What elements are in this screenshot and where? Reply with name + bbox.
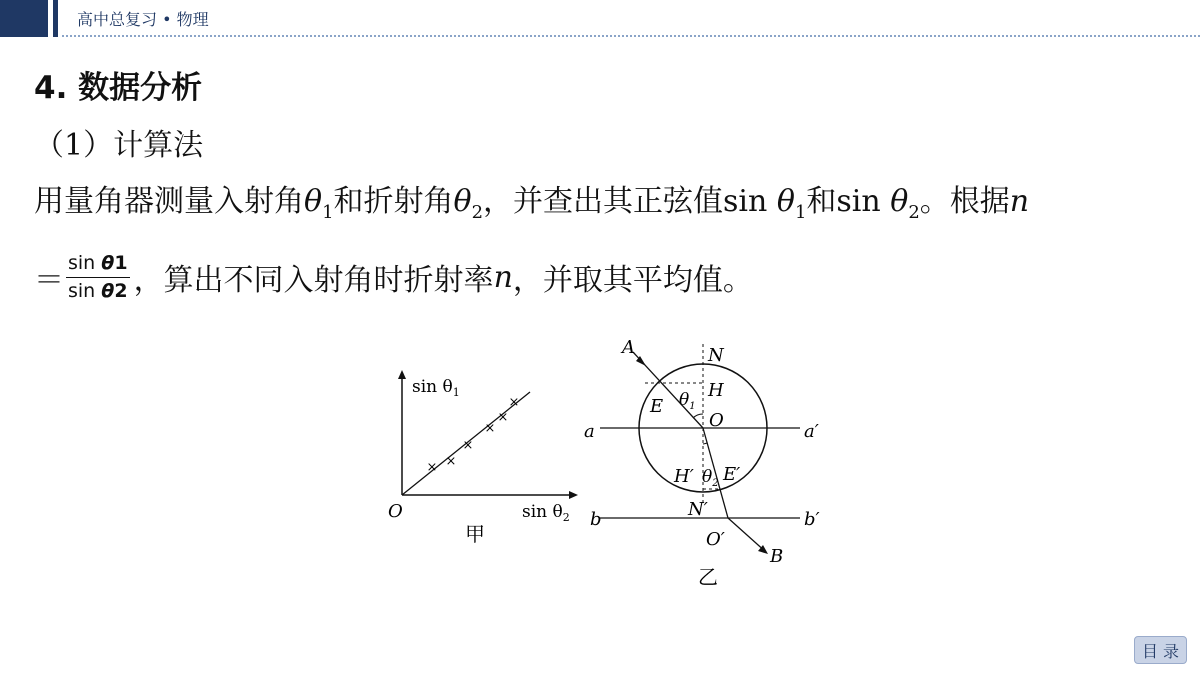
marker: × bbox=[462, 438, 474, 453]
text-segment: ，并取其平均值。 bbox=[512, 263, 753, 299]
theta-symbol: θ bbox=[304, 184, 323, 219]
label-E-prime: E′ bbox=[723, 464, 741, 485]
label-O-prime: O′ bbox=[706, 529, 725, 550]
fraction-numerator bbox=[66, 253, 130, 278]
origin-label: O bbox=[388, 501, 403, 522]
angle-arc-2 bbox=[703, 443, 707, 444]
header-divider bbox=[62, 35, 1200, 37]
label-theta2: $\theta_2$ bbox=[702, 467, 719, 489]
y-axis-label: $\sin \theta_1$ bbox=[412, 377, 460, 399]
sin-label: sin bbox=[68, 252, 102, 274]
label-B: B bbox=[770, 546, 784, 567]
label-E: E bbox=[650, 396, 664, 417]
header-accent-block bbox=[0, 0, 48, 37]
marker: × bbox=[497, 410, 509, 425]
y-axis-arrow bbox=[398, 370, 406, 379]
text-segment: 和sin bbox=[806, 184, 891, 219]
label-H: H bbox=[708, 380, 724, 401]
figure-refraction-diagram bbox=[578, 334, 838, 590]
table-of-contents-button[interactable]: 目 录 bbox=[1134, 636, 1187, 664]
text-segment: ，算出不同入射角时折射率 bbox=[133, 263, 494, 299]
label-b: b bbox=[590, 509, 602, 530]
header-title: 高中总复习 • 物理 bbox=[77, 10, 209, 29]
label-a: a bbox=[584, 421, 595, 442]
n-symbol: n bbox=[1009, 184, 1030, 219]
marker: × bbox=[445, 454, 457, 469]
subscript: 1 bbox=[322, 202, 334, 223]
refraction-formula-fraction bbox=[66, 253, 130, 302]
label-N-prime: N′ bbox=[688, 499, 708, 520]
body-paragraph-line-1 bbox=[34, 176, 1029, 223]
text-segment: ，并查出其正弦值sin bbox=[483, 184, 777, 219]
label-N: N bbox=[708, 345, 724, 366]
theta-symbol: θ bbox=[101, 279, 115, 302]
subscript: 2 bbox=[114, 279, 128, 302]
method-subtitle: （1）计算法 bbox=[34, 128, 204, 163]
marker: × bbox=[508, 395, 520, 410]
sin-label: sin bbox=[68, 279, 102, 302]
theta-symbol: θ bbox=[101, 252, 115, 274]
theta-symbol: θ bbox=[890, 184, 909, 219]
text-segment: 和折射角 bbox=[333, 184, 454, 219]
figure-graph-sin bbox=[380, 370, 590, 550]
text-segment: 。根据 bbox=[919, 184, 1010, 219]
subscript: 1 bbox=[114, 252, 128, 274]
text-segment: 用量角器测量入射角 bbox=[34, 184, 304, 219]
x-axis-label: $\sin \theta_2$ bbox=[522, 502, 570, 524]
figure-caption-b: 乙 bbox=[698, 565, 718, 589]
figure-caption-a: 甲 bbox=[465, 522, 485, 546]
label-A: A bbox=[622, 337, 635, 358]
header-accent-stripe bbox=[53, 0, 58, 37]
marker: × bbox=[484, 421, 496, 436]
subscript: 2 bbox=[471, 202, 484, 223]
section-title: 4. 数据分析 bbox=[34, 70, 203, 106]
label-O: O bbox=[709, 410, 724, 431]
label-a-prime: a′ bbox=[804, 421, 819, 442]
label-b-prime: b′ bbox=[804, 509, 820, 530]
label-H-prime: H′ bbox=[674, 466, 694, 487]
theta-symbol: θ bbox=[776, 184, 795, 219]
equals-sign: ＝ bbox=[34, 263, 64, 299]
fraction-denominator bbox=[66, 278, 130, 302]
subscript: 2 bbox=[908, 202, 920, 223]
exit-ray bbox=[728, 518, 766, 552]
label-theta1: $\theta_1$ bbox=[679, 390, 696, 412]
x-axis-arrow bbox=[569, 491, 578, 499]
marker: × bbox=[426, 460, 438, 475]
theta-symbol: θ bbox=[453, 184, 472, 219]
n-symbol: n bbox=[493, 259, 513, 295]
angle-arc-1 bbox=[693, 414, 703, 418]
subscript: 1 bbox=[794, 202, 807, 223]
body-paragraph-line-2 bbox=[34, 253, 753, 302]
